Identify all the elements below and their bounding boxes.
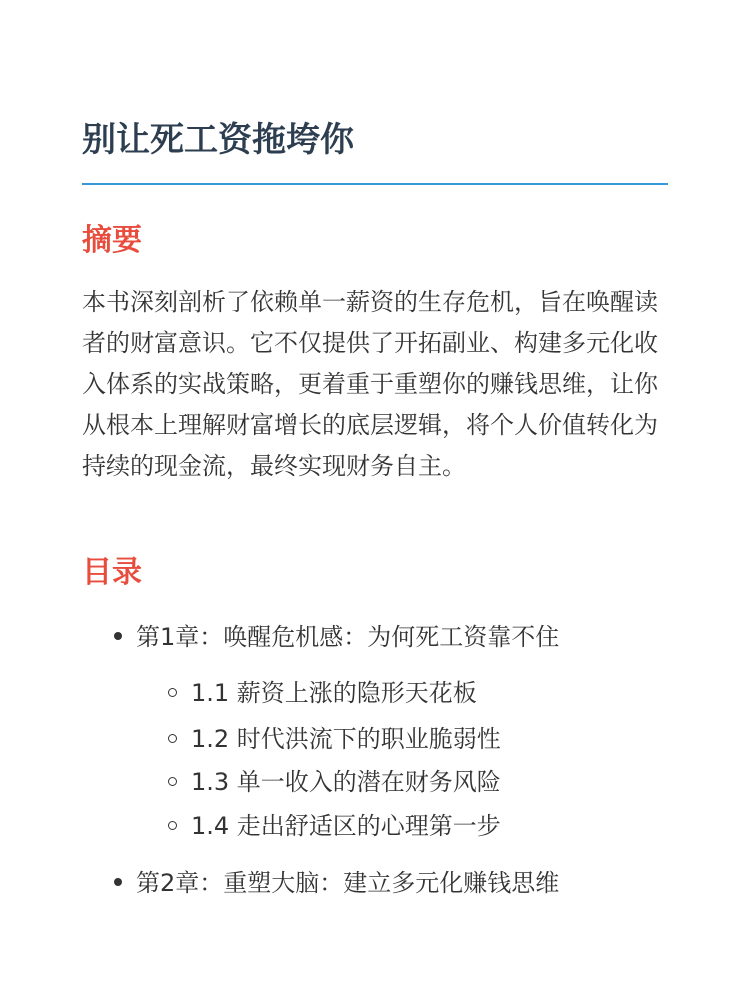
toc-heading: 目录 [82, 555, 142, 590]
title-divider [82, 183, 668, 185]
bullet-circle-icon [168, 734, 177, 743]
toc-section-1-4 [168, 808, 501, 844]
toc-section-label: 1.2 时代洪流下的职业脆弱性 [191, 725, 501, 753]
toc-section-label: 1.1 薪资上涨的隐形天花板 [191, 679, 477, 707]
toc-chapter-1 [114, 619, 559, 655]
toc-section-label: 1.3 单一收入的潜在财务风险 [191, 768, 501, 796]
bullet-disc-icon [114, 878, 122, 886]
bullet-circle-icon [168, 821, 177, 830]
bullet-circle-icon [168, 688, 177, 697]
toc-section-1-1 [168, 675, 477, 711]
abstract-text: 本书深刻剖析了依赖单一薪资的生存危机，旨在唤醒读者的财富意识。它不仅提供了开拓副业、构建多元化收入体系的实战策略，更着重于重塑你的赚钱思维，让你从根本上理解财富增长的底层逻辑，将个人价值转化为持续的现金流，最终实现财务自主。 [82, 288, 658, 480]
toc-section-1-2 [168, 721, 501, 757]
bullet-disc-icon [114, 632, 122, 640]
book-title: 别让死工资拖垮你 [82, 120, 354, 160]
toc-chapter-label: 第1章：唤醒危机感：为何死工资靠不住 [136, 623, 560, 651]
toc-chapter-2 [114, 865, 559, 901]
bullet-circle-icon [168, 777, 177, 786]
toc-section-1-3 [168, 764, 501, 800]
toc-section-label: 1.4 走出舒适区的心理第一步 [191, 812, 501, 840]
abstract-heading: 摘要 [82, 223, 142, 258]
toc-chapter-label: 第2章：重塑大脑：建立多元化赚钱思维 [136, 869, 560, 897]
